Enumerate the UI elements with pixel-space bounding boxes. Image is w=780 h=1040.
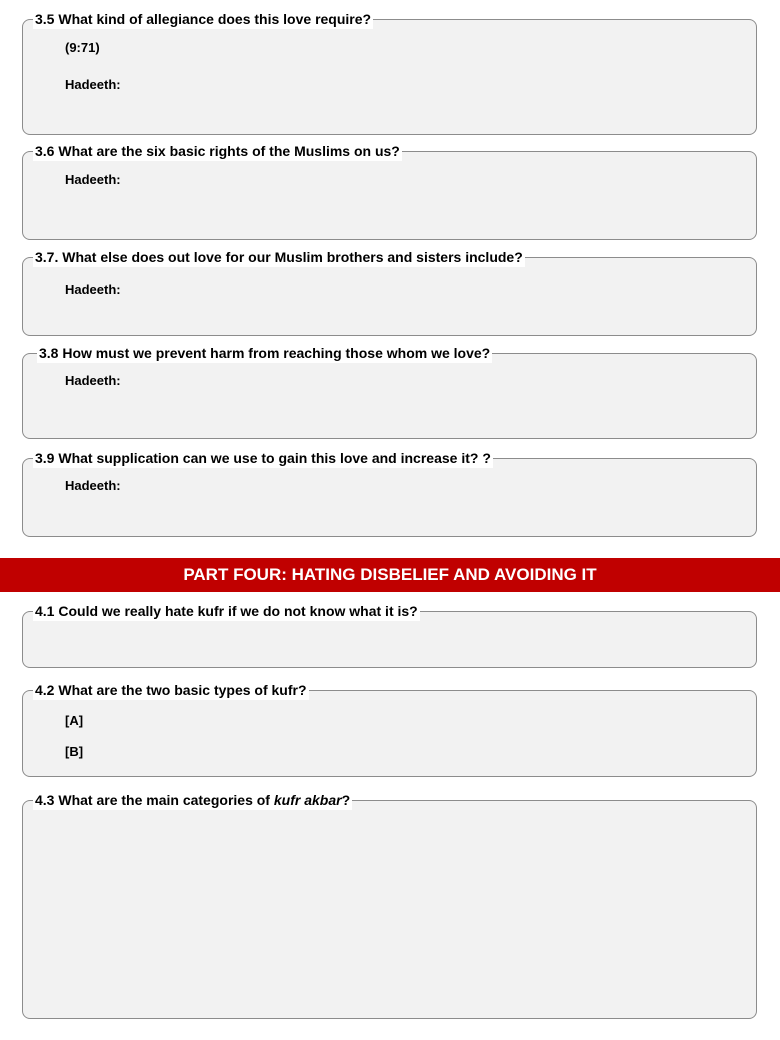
question-title-4-3-italic: kufr akbar bbox=[273, 792, 342, 808]
question-title-4-3-suffix: ? bbox=[341, 792, 351, 808]
hadeeth-label: Hadeeth: bbox=[65, 478, 121, 493]
question-title-4-3 bbox=[33, 790, 352, 810]
question-title-4-1: 4.1 Could we really hate kufr if we do not know what it is? bbox=[35, 603, 418, 619]
question-title-3-5: 3.5 What kind of allegiance does this love require? bbox=[35, 11, 372, 27]
question-title-3-9: 3.9 What supplication can we use to gain this love and increase it? ? bbox=[35, 450, 491, 466]
question-box-4-2[interactable] bbox=[22, 682, 757, 777]
hadeeth-label: Hadeeth: bbox=[65, 77, 121, 92]
part-four-banner: PART FOUR: HATING DISBELIEF AND AVOIDING IT bbox=[0, 558, 780, 592]
question-box-4-3[interactable] bbox=[22, 792, 757, 1019]
question-box-3-8[interactable] bbox=[22, 345, 757, 439]
question-box-3-9[interactable] bbox=[22, 450, 757, 537]
hadeeth-label: Hadeeth: bbox=[65, 172, 121, 187]
question-title-3-7: 3.7. What else does out love for our Muslim brothers and sisters include? bbox=[35, 249, 523, 265]
hadeeth-label: Hadeeth: bbox=[65, 282, 121, 297]
question-box-3-5[interactable] bbox=[22, 11, 757, 135]
question-box-3-6[interactable] bbox=[22, 143, 757, 240]
question-box-4-1[interactable] bbox=[22, 603, 757, 668]
question-title-4-2: 4.2 What are the two basic types of kufr? bbox=[35, 682, 307, 698]
quran-reference: (9:71) bbox=[65, 40, 100, 55]
option-b-label: [B] bbox=[65, 744, 84, 759]
question-box-3-7[interactable] bbox=[22, 249, 757, 336]
question-title-4-3-prefix: 4.3 What are the main categories of bbox=[35, 792, 274, 808]
question-title-3-8: 3.8 How must we prevent harm from reaching those whom we love? bbox=[39, 345, 491, 361]
option-a-label: [A] bbox=[65, 713, 84, 728]
question-title-3-6: 3.6 What are the six basic rights of the Muslims on us? bbox=[35, 143, 400, 159]
hadeeth-label: Hadeeth: bbox=[65, 373, 121, 388]
